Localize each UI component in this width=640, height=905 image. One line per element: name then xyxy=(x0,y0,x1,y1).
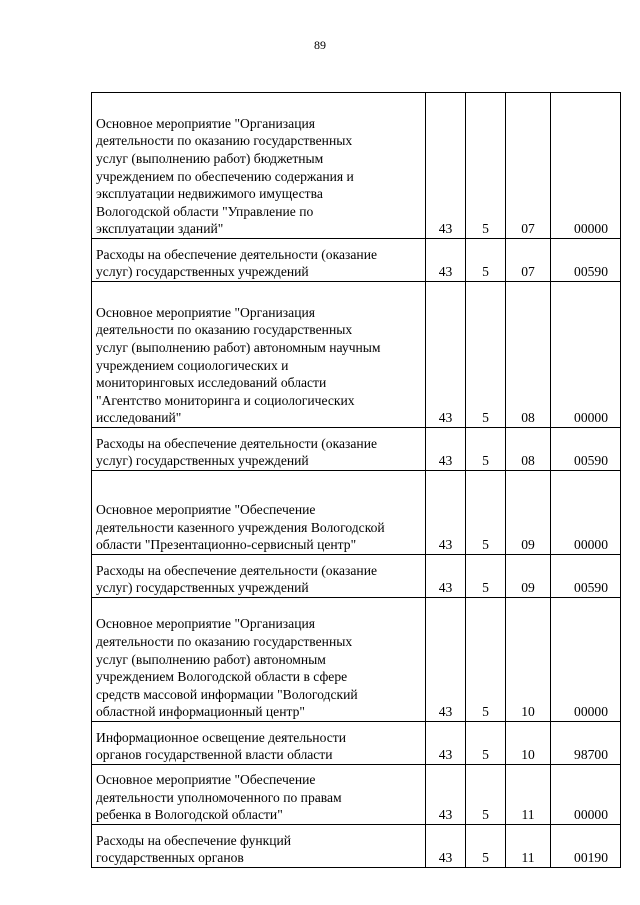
target-article-cell: 00590 xyxy=(551,239,621,282)
subsection-code-cell: 09 xyxy=(506,555,551,598)
ministry-code-cell: 43 xyxy=(426,471,466,555)
section-code-cell: 5 xyxy=(466,825,506,868)
table-row xyxy=(92,722,621,765)
table-row xyxy=(92,765,621,825)
table-row xyxy=(92,471,621,555)
row-name-cell: Основное мероприятие "Обеспечение деятельности казенного учреждения Вологодской области "Презентационно-сервисный центр" xyxy=(92,471,426,555)
table-row xyxy=(92,428,621,471)
section-code-cell: 5 xyxy=(466,555,506,598)
section-code-cell: 5 xyxy=(466,598,506,722)
table-row xyxy=(92,825,621,868)
target-article-cell: 00190 xyxy=(551,825,621,868)
subsection-code-cell: 11 xyxy=(506,825,551,868)
subsection-code-cell: 09 xyxy=(506,471,551,555)
row-name-cell: Расходы на обеспечение функций государственных органов xyxy=(92,825,426,868)
row-name-cell: Расходы на обеспечение деятельности (оказание услуг) государственных учреждений xyxy=(92,428,426,471)
section-code-cell: 5 xyxy=(466,471,506,555)
row-name-cell: Расходы на обеспечение деятельности (оказание услуг) государственных учреждений xyxy=(92,555,426,598)
ministry-code-cell: 43 xyxy=(426,239,466,282)
ministry-code-cell: 43 xyxy=(426,722,466,765)
target-article-cell: 00000 xyxy=(551,471,621,555)
table-row xyxy=(92,282,621,428)
ministry-code-cell: 43 xyxy=(426,555,466,598)
row-name-cell: Расходы на обеспечение деятельности (оказание услуг) государственных учреждений xyxy=(92,239,426,282)
section-code-cell: 5 xyxy=(466,93,506,239)
target-article-cell: 00000 xyxy=(551,765,621,825)
target-article-cell: 00590 xyxy=(551,555,621,598)
target-article-cell: 00000 xyxy=(551,93,621,239)
subsection-code-cell: 08 xyxy=(506,428,551,471)
target-article-cell: 00000 xyxy=(551,598,621,722)
subsection-code-cell: 10 xyxy=(506,598,551,722)
row-name-cell: Информационное освещение деятельности органов государственной власти области xyxy=(92,722,426,765)
subsection-code-cell: 11 xyxy=(506,765,551,825)
budget-table xyxy=(91,92,621,868)
table-row xyxy=(92,598,621,722)
target-article-cell: 98700 xyxy=(551,722,621,765)
target-article-cell: 00000 xyxy=(551,282,621,428)
section-code-cell: 5 xyxy=(466,765,506,825)
ministry-code-cell: 43 xyxy=(426,598,466,722)
section-code-cell: 5 xyxy=(466,239,506,282)
section-code-cell: 5 xyxy=(466,428,506,471)
row-name-cell: Основное мероприятие "Обеспечение деятельности уполномоченного по правам ребенка в Вологодской области" xyxy=(92,765,426,825)
row-name-cell: Основное мероприятие "Организация деятельности по оказанию государственных услуг (выполнению работ) автономным научным учреждением социологических и мониторинговых исследований области "Агентство мониторинга и социологических исследований" xyxy=(92,282,426,428)
ministry-code-cell: 43 xyxy=(426,825,466,868)
subsection-code-cell: 07 xyxy=(506,239,551,282)
ministry-code-cell: 43 xyxy=(426,765,466,825)
ministry-code-cell: 43 xyxy=(426,93,466,239)
table-row xyxy=(92,239,621,282)
ministry-code-cell: 43 xyxy=(426,282,466,428)
target-article-cell: 00590 xyxy=(551,428,621,471)
page-number: 89 xyxy=(314,38,326,52)
section-code-cell: 5 xyxy=(466,722,506,765)
table-row xyxy=(92,555,621,598)
subsection-code-cell: 08 xyxy=(506,282,551,428)
row-name-cell: Основное мероприятие "Организация деятельности по оказанию государственных услуг (выполнению работ) бюджетным учреждением по обеспечению содержания и эксплуатации недвижимого имущества Вологодской области "Управление по эксплуатации зданий" xyxy=(92,93,426,239)
subsection-code-cell: 07 xyxy=(506,93,551,239)
row-name-cell: Основное мероприятие "Организация деятельности по оказанию государственных услуг (выполнению работ) автономным учреждением Вологодской области в сфере средств массовой информации "Вологодский областной информационный центр" xyxy=(92,598,426,722)
table-row xyxy=(92,93,621,239)
ministry-code-cell: 43 xyxy=(426,428,466,471)
subsection-code-cell: 10 xyxy=(506,722,551,765)
section-code-cell: 5 xyxy=(466,282,506,428)
